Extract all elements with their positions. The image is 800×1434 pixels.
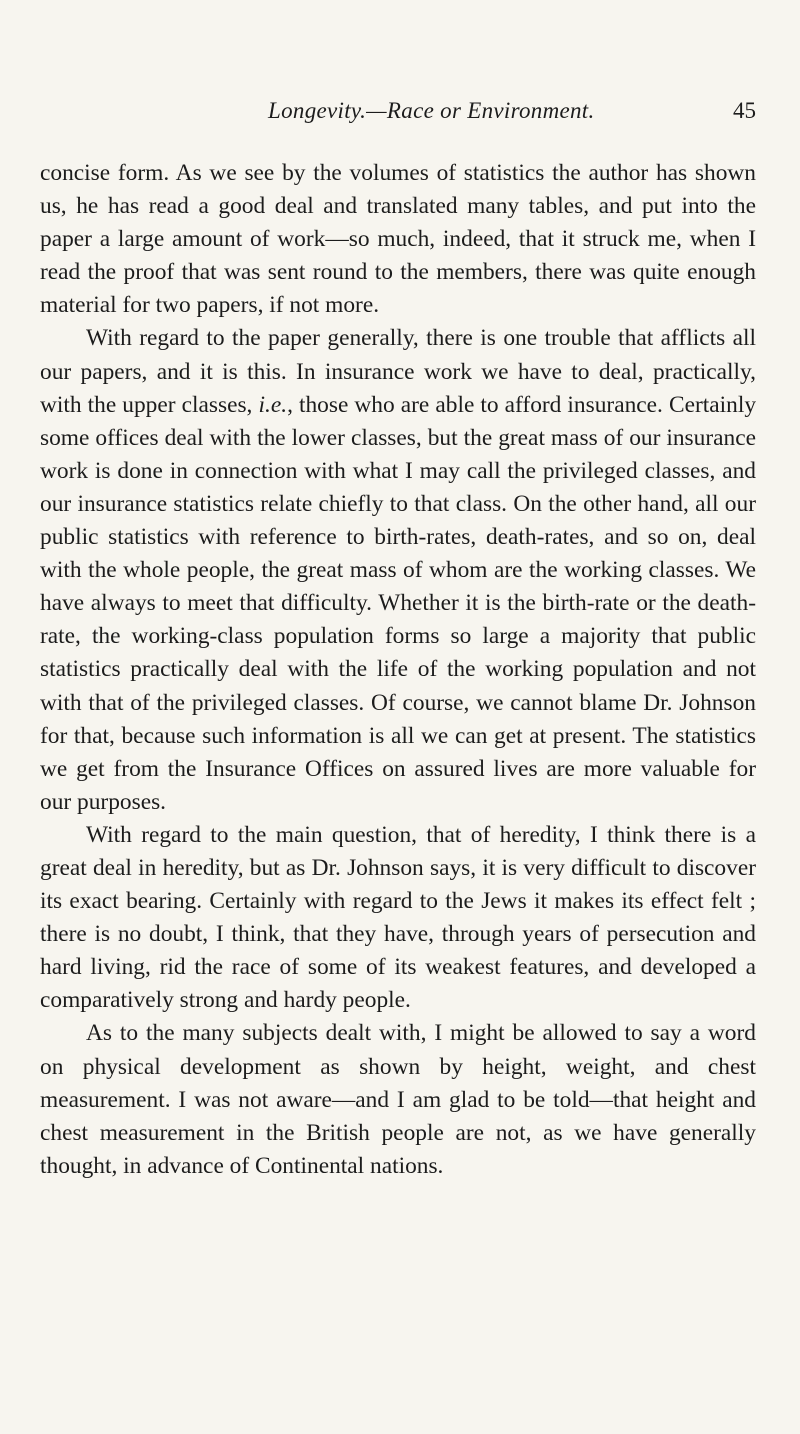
paragraph-2-ie: i.e. (258, 391, 288, 418)
body-text (40, 157, 756, 1183)
running-title: Longevity.—Race or Environment. (268, 98, 595, 123)
paragraph-2-part-b: , those who are able to afford insurance. Certainly some offices deal with the lower classes, but the great mass of our insurance work is done in connection with what I may call the privileged classes, and our insurance statistics relate chiefly to that class. On the other hand, all our public statistics with reference to birth-rates, death-rates, and so on, deal with the whole people, the great mass of whom are the working classes. We have always to meet that difficulty. Whether it is the birth-rate or the death-rate, the working-class population forms so large a majority that public statistics practically deal with the life of the working population and not with that of the privileged classes. Of course, we cannot blame Dr. Johnson for that, because such information is all we can get at present. The statistics we get from the Insurance Offices on assured lives are more valuable for our purposes. (40, 391, 757, 815)
paragraph-2 (40, 322, 756, 818)
paragraph-1: concise form. As we see by the volumes of statistics the author has shown us, he has read a good deal and translated many tables, and put into the paper a large amount of work—so much, indeed, that it struck me, when I read the proof that was sent round to the members, there was quite enough material for two papers, if not more. (40, 160, 756, 319)
paragraph-4: As to the many subjects dealt with, I might be allowed to say a word on physical development as shown by height, weight, and chest measurement. I was not aware—and I am glad to be told—that height and chest measurement in the British people are not, as we have generally thought, in advance of Continental nations. (40, 1020, 756, 1179)
paragraph-3: With regard to the main question, that of heredity, I think there is a great deal in heredity, but as Dr. Johnson says, it is very difficult to discover its exact bearing. Certainly with regard to the Jews it makes its effect felt ; there is no doubt, I think, that they have, through years of persecution and hard living, rid the race of some of its weakest features, and developed a comparatively strong and hardy people. (40, 821, 756, 1014)
page-number: 45 (733, 98, 756, 123)
running-header (268, 98, 756, 130)
paragraph-2-part-a: With regard to the paper generally, there is one trouble that afflicts all our papers, and it is this. In insurance work we have to deal, practically, with the upper classes, (40, 325, 756, 418)
